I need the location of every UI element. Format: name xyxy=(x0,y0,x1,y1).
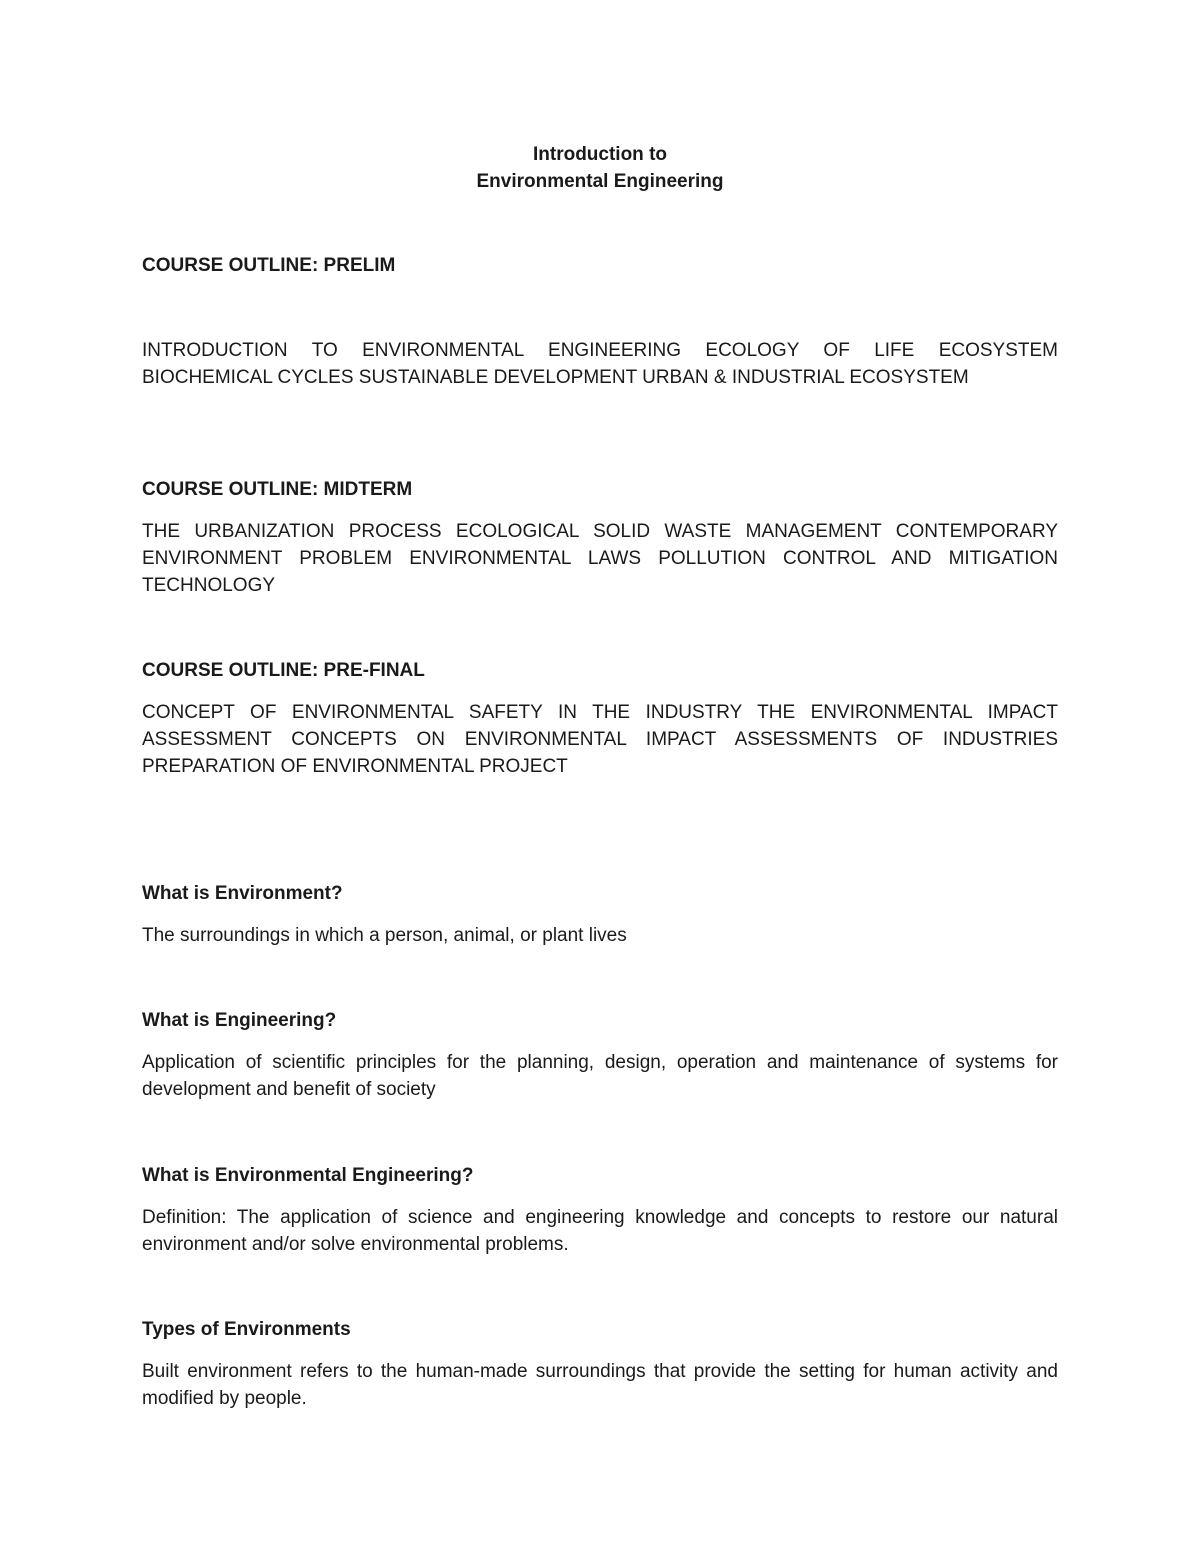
question-heading-environment: What is Environment? xyxy=(142,883,343,904)
question-heading-engineering: What is Engineering? xyxy=(142,1010,337,1031)
section-heading-prelim: COURSE OUTLINE: PRELIM xyxy=(142,255,396,276)
section-body-prefinal: CONCEPT OF ENVIRONMENTAL SAFETY IN THE INDUSTRY THE ENVIRONMENTAL IMPACT ASSESSMENT CONCEPTS ON ENVIRONMENTAL IMPACT ASSESSMENTS OF INDUSTRIES PREPARATION OF ENVIRONMENTAL PROJECT xyxy=(142,702,1058,777)
answer-engineering: Application of scientific principles for the planning, design, operation and maintenance of systems for development and benefit of society xyxy=(142,1052,1058,1100)
title-line-1: Introduction to xyxy=(532,144,668,165)
section-body-prelim: INTRODUCTION TO ENVIRONMENTAL ENGINEERING ECOLOGY OF LIFE ECOSYSTEM BIOCHEMICAL CYCLES SUSTAINABLE DEVELOPMENT URBAN & INDUSTRIAL ECOSYSTEM xyxy=(142,340,1058,388)
answer-environment: The surroundings in which a person, animal, or plant lives xyxy=(142,925,627,946)
section-heading-prefinal: COURSE OUTLINE: PRE-FINAL xyxy=(142,660,425,681)
document-title xyxy=(0,141,1200,195)
answer-environmental-engineering: Definition: The application of science and engineering knowledge and concepts to restore our natural environment and/or solve environmental problems. xyxy=(142,1207,1058,1255)
question-heading-environmental-engineering: What is Environmental Engineering? xyxy=(142,1165,474,1186)
title-line-2: Environmental Engineering xyxy=(476,171,724,192)
section-heading-types-of-environments: Types of Environments xyxy=(142,1319,351,1340)
section-body-midterm: THE URBANIZATION PROCESS ECOLOGICAL SOLID WASTE MANAGEMENT CONTEMPORARY ENVIRONMENT PROBLEM ENVIRONMENTAL LAWS POLLUTION CONTROL AND MITIGATION TECHNOLOGY xyxy=(142,521,1058,596)
section-body-built-environment: Built environment refers to the human-made surroundings that provide the setting for human activity and modified by people. xyxy=(142,1361,1058,1409)
section-heading-midterm: COURSE OUTLINE: MIDTERM xyxy=(142,479,413,500)
